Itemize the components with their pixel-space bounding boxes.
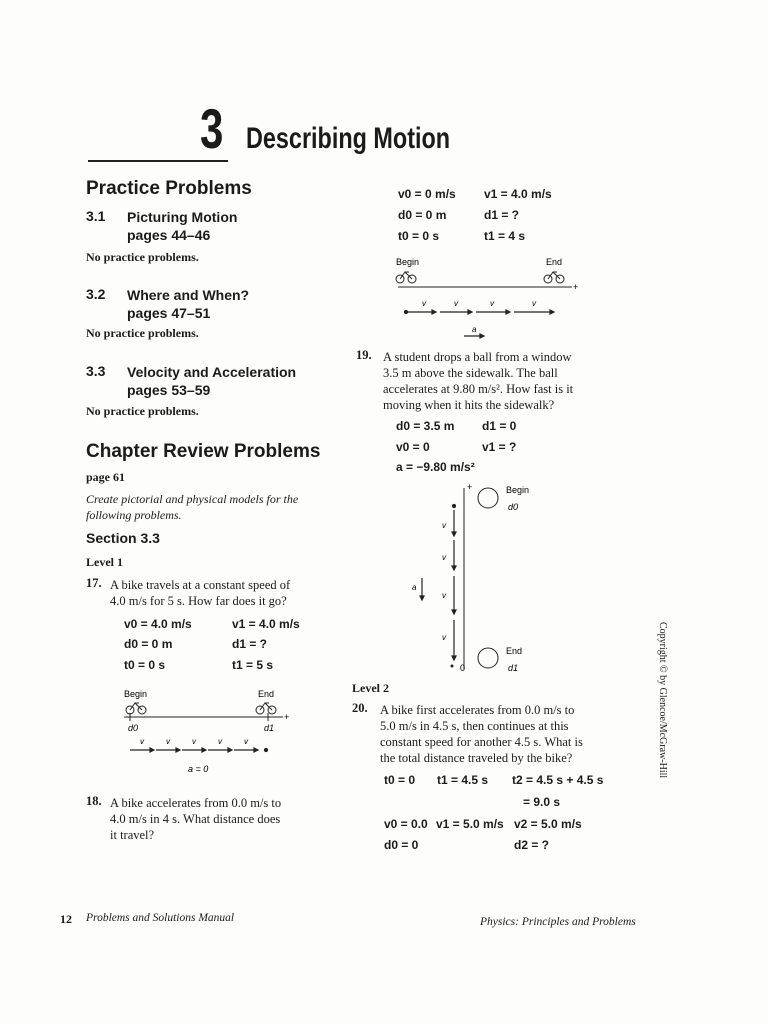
p18-motion-diagram bbox=[392, 254, 592, 344]
p17-end-label: End bbox=[258, 689, 275, 699]
p17-d0-label: d0 bbox=[128, 723, 139, 733]
page-number: 12 bbox=[60, 912, 72, 926]
p18-begin-label: Begin bbox=[396, 257, 420, 267]
footer-book-title: Physics: Principles and Problems bbox=[480, 916, 636, 928]
p18-eq-d1: d1 = ? bbox=[484, 208, 520, 222]
practice-problems-heading: Practice Problems bbox=[86, 178, 252, 199]
p17-eq-d1: d1 = ? bbox=[232, 637, 268, 651]
section-pages-3-1: pages 44–46 bbox=[127, 227, 211, 243]
section-note-3-3: No practice problems. bbox=[86, 404, 199, 418]
problem-18-line1: A bike accelerates from 0.0 m/s to bbox=[110, 796, 282, 810]
section-number-3-2: 3.2 bbox=[86, 286, 106, 302]
chapter-title: Describing Motion bbox=[246, 122, 451, 155]
section-title-3-2: Where and When? bbox=[127, 287, 250, 303]
velocity-label: v bbox=[218, 737, 222, 746]
velocity-label: v bbox=[140, 737, 144, 746]
problem-19-line4: moving when it hits the sidewalk? bbox=[383, 398, 555, 412]
p19-begin-label: Begin bbox=[506, 485, 530, 495]
acceleration-arrow bbox=[420, 578, 424, 600]
section-pages-3-3: pages 53–59 bbox=[127, 382, 211, 398]
p20-eq-d2: d2 = ? bbox=[514, 838, 550, 852]
axis-plus-sign: + bbox=[284, 712, 290, 722]
p18-end-label: End bbox=[546, 257, 563, 267]
p17-eq-t1: t1 = 5 s bbox=[232, 658, 274, 672]
footer-manual-title: Problems and Solutions Manual bbox=[86, 912, 235, 924]
p19-eq-v1: v1 = ? bbox=[482, 440, 517, 454]
velocity-label: v bbox=[532, 299, 536, 308]
problem-18-line3: it travel? bbox=[110, 828, 155, 842]
p19-end-label: End bbox=[506, 646, 523, 656]
p20-eq-v2: v2 = 5.0 m/s bbox=[514, 817, 582, 831]
section-note-3-1: No practice problems. bbox=[86, 250, 199, 264]
p17-motion-diagram bbox=[118, 682, 298, 782]
p19-motion-diagram bbox=[400, 480, 540, 680]
problem-20-line4: the total distance traveled by the bike? bbox=[380, 751, 573, 765]
velocity-vectors bbox=[130, 748, 268, 752]
p19-eq-a: a = −9.80 m/s² bbox=[396, 460, 475, 474]
p18-eq-v1: v1 = 4.0 m/s bbox=[484, 187, 552, 201]
p17-eq-v0: v0 = 4.0 m/s bbox=[124, 617, 192, 631]
p20-eq-t1: t1 = 4.5 s bbox=[437, 773, 489, 787]
section-number-3-1: 3.1 bbox=[86, 208, 106, 224]
problem-20-line2: 5.0 m/s in 4.5 s, then continues at this bbox=[380, 719, 569, 733]
problem-20-line1: A bike first accelerates from 0.0 m/s to bbox=[380, 703, 575, 717]
acceleration-arrow bbox=[464, 334, 484, 338]
velocity-label: v bbox=[166, 737, 170, 746]
level-1-label: Level 1 bbox=[86, 555, 123, 569]
chapter-number: 3 bbox=[200, 97, 224, 160]
velocity-label: v bbox=[442, 591, 446, 600]
p20-eq-v1: v1 = 5.0 m/s bbox=[436, 817, 504, 831]
p20-eq-t0: t0 = 0 bbox=[384, 773, 416, 787]
p20-eq-t2-result: = 9.0 s bbox=[523, 795, 561, 809]
p19-d1-label: d1 bbox=[508, 663, 519, 673]
acceleration-label: a bbox=[412, 583, 417, 592]
copyright-notice: Copyright © by Glencoe/McGraw-Hill bbox=[657, 622, 668, 779]
chapter-review-heading: Chapter Review Problems bbox=[86, 441, 321, 462]
ball-end-icon bbox=[478, 648, 498, 668]
ball-begin-icon bbox=[478, 488, 498, 508]
bicycle-icon bbox=[256, 703, 276, 714]
problem-20-line3: constant speed for another 4.5 s. What is bbox=[380, 735, 583, 749]
problem-17-number: 17. bbox=[86, 576, 102, 590]
velocity-label: v bbox=[442, 553, 446, 562]
velocity-vectors bbox=[452, 505, 456, 661]
header-rule bbox=[88, 160, 228, 162]
p17-eq-v1: v1 = 4.0 m/s bbox=[232, 617, 300, 631]
acceleration-label: a = 0 bbox=[188, 764, 209, 774]
p18-eq-t1: t1 = 4 s bbox=[484, 229, 526, 243]
section-note-3-2: No practice problems. bbox=[86, 326, 199, 340]
bicycle-icon bbox=[126, 703, 146, 714]
p18-eq-d0: d0 = 0 m bbox=[398, 208, 447, 222]
p17-d1-label: d1 bbox=[264, 723, 275, 733]
section-pages-3-2: pages 47–51 bbox=[127, 305, 211, 321]
p19-eq-d1: d1 = 0 bbox=[482, 419, 517, 433]
problem-17-line2: 4.0 m/s for 5 s. How far does it go? bbox=[110, 594, 287, 608]
velocity-vectors bbox=[405, 310, 555, 314]
section-number-3-3: 3.3 bbox=[86, 363, 106, 379]
bicycle-icon bbox=[544, 272, 564, 283]
velocity-label: v bbox=[422, 299, 426, 308]
review-instruction-line2: following problems. bbox=[86, 508, 182, 522]
velocity-label: v bbox=[454, 299, 458, 308]
bicycle-icon bbox=[396, 272, 416, 283]
axis-plus-sign: + bbox=[573, 282, 579, 292]
section-title-3-1: Picturing Motion bbox=[127, 209, 238, 225]
p20-eq-t2: t2 = 4.5 s + 4.5 s bbox=[512, 773, 604, 787]
axis-plus-sign: + bbox=[467, 482, 473, 492]
velocity-label: v bbox=[442, 633, 446, 642]
p17-begin-label: Begin bbox=[124, 689, 148, 699]
p19-eq-v0: v0 = 0 bbox=[396, 440, 430, 454]
velocity-label: v bbox=[244, 737, 248, 746]
p20-eq-d0: d0 = 0 bbox=[384, 838, 419, 852]
p18-eq-t0: t0 = 0 s bbox=[398, 229, 440, 243]
problem-18-number: 18. bbox=[86, 794, 102, 808]
review-page: page 61 bbox=[86, 470, 125, 484]
velocity-label: v bbox=[192, 737, 196, 746]
p19-eq-d0: d0 = 3.5 m bbox=[396, 419, 455, 433]
level-2-label: Level 2 bbox=[352, 681, 389, 695]
section-3-3-heading: Section 3.3 bbox=[86, 530, 160, 546]
problem-19-number: 19. bbox=[356, 348, 372, 362]
acceleration-label: a bbox=[472, 325, 477, 334]
p19-d0-label: d0 bbox=[508, 502, 519, 512]
p17-eq-d0: d0 = 0 m bbox=[124, 637, 173, 651]
problem-20-number: 20. bbox=[352, 701, 368, 715]
p18-eq-v0: v0 = 0 m/s bbox=[398, 187, 456, 201]
problem-17-line1: A bike travels at a constant speed of bbox=[110, 578, 291, 592]
p19-zero-label: 0 bbox=[460, 663, 466, 673]
problem-19-line3: accelerates at 9.80 m/s². How fast is it bbox=[383, 382, 574, 396]
problem-19-line1: A student drops a ball from a window bbox=[383, 350, 572, 364]
p17-eq-t0: t0 = 0 s bbox=[124, 658, 166, 672]
velocity-label: v bbox=[442, 521, 446, 530]
p20-eq-v0: v0 = 0.0 bbox=[384, 817, 428, 831]
review-instruction-line1: Create pictorial and physical models for the bbox=[86, 492, 299, 506]
problem-19-line2: 3.5 m above the sidewalk. The ball bbox=[383, 366, 558, 380]
velocity-label: v bbox=[490, 299, 494, 308]
section-title-3-3: Velocity and Acceleration bbox=[127, 364, 297, 380]
problem-18-line2: 4.0 m/s in 4 s. What distance does bbox=[110, 812, 281, 826]
